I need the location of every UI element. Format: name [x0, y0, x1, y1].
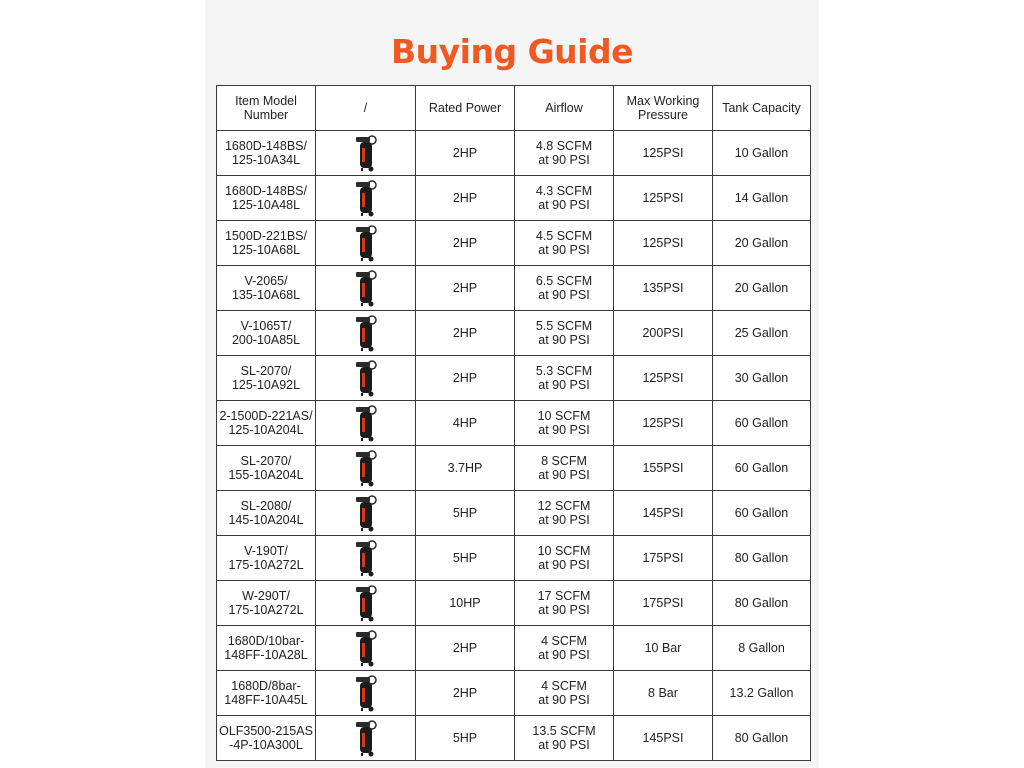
cell-max-pressure: 125PSI [614, 221, 713, 266]
cell-model: V-190T/ 175-10A272L [217, 536, 316, 581]
cell-airflow: 12 SCFM at 90 PSI [515, 491, 614, 536]
table-header-row [217, 86, 811, 131]
cell-airflow: 10 SCFM at 90 PSI [515, 536, 614, 581]
air-compressor-icon [318, 313, 413, 353]
cell-model: 1500D-221BS/ 125-10A68L [217, 221, 316, 266]
cell-tank-capacity: 60 Gallon [713, 401, 811, 446]
cell-tank-capacity: 80 Gallon [713, 536, 811, 581]
air-compressor-icon [318, 628, 413, 668]
cell-tank-capacity: 60 Gallon [713, 446, 811, 491]
cell-model: V-2065/ 135-10A68L [217, 266, 316, 311]
table-row [217, 446, 811, 491]
cell-model: SL-2080/ 145-10A204L [217, 491, 316, 536]
air-compressor-icon [318, 448, 413, 488]
table-row [217, 626, 811, 671]
table-row [217, 311, 811, 356]
cell-model: 2-1500D-221AS/ 125-10A204L [217, 401, 316, 446]
cell-rated-power: 2HP [416, 626, 515, 671]
air-compressor-icon [318, 583, 413, 623]
cell-airflow: 6.5 SCFM at 90 PSI [515, 266, 614, 311]
header-image: / [316, 86, 416, 131]
cell-max-pressure: 10 Bar [614, 626, 713, 671]
table-row [217, 356, 811, 401]
cell-rated-power: 5HP [416, 491, 515, 536]
cell-airflow: 8 SCFM at 90 PSI [515, 446, 614, 491]
cell-image [316, 266, 416, 311]
table-row [217, 671, 811, 716]
cell-image [316, 536, 416, 581]
cell-tank-capacity: 80 Gallon [713, 581, 811, 626]
cell-airflow: 4.5 SCFM at 90 PSI [515, 221, 614, 266]
table-row [217, 221, 811, 266]
cell-max-pressure: 155PSI [614, 446, 713, 491]
buying-guide-table [216, 85, 811, 761]
cell-max-pressure: 145PSI [614, 716, 713, 761]
cell-airflow: 13.5 SCFM at 90 PSI [515, 716, 614, 761]
air-compressor-icon [318, 223, 413, 263]
cell-tank-capacity: 30 Gallon [713, 356, 811, 401]
air-compressor-icon [318, 403, 413, 443]
cell-image [316, 131, 416, 176]
cell-max-pressure: 200PSI [614, 311, 713, 356]
table-row [217, 401, 811, 446]
cell-rated-power: 2HP [416, 176, 515, 221]
cell-max-pressure: 175PSI [614, 536, 713, 581]
cell-image [316, 491, 416, 536]
table-row [217, 176, 811, 221]
table-row [217, 536, 811, 581]
cell-max-pressure: 145PSI [614, 491, 713, 536]
page-title: Buying Guide [391, 32, 633, 71]
cell-model: W-290T/ 175-10A272L [217, 581, 316, 626]
air-compressor-icon [318, 718, 413, 758]
cell-tank-capacity: 60 Gallon [713, 491, 811, 536]
cell-image [316, 401, 416, 446]
header-airflow: Airflow [515, 86, 614, 131]
cell-airflow: 4 SCFM at 90 PSI [515, 671, 614, 716]
cell-airflow: 10 SCFM at 90 PSI [515, 401, 614, 446]
cell-model: SL-2070/ 155-10A204L [217, 446, 316, 491]
cell-airflow: 4.8 SCFM at 90 PSI [515, 131, 614, 176]
cell-tank-capacity: 13.2 Gallon [713, 671, 811, 716]
cell-model: 1680D/8bar- 148FF-10A45L [217, 671, 316, 716]
cell-rated-power: 3.7HP [416, 446, 515, 491]
header-model: Item Model Number [217, 86, 316, 131]
cell-airflow: 17 SCFM at 90 PSI [515, 581, 614, 626]
air-compressor-icon [318, 358, 413, 398]
cell-tank-capacity: 10 Gallon [713, 131, 811, 176]
cell-max-pressure: 175PSI [614, 581, 713, 626]
cell-model: SL-2070/ 125-10A92L [217, 356, 316, 401]
cell-image [316, 671, 416, 716]
cell-model: 1680D/10bar- 148FF-10A28L [217, 626, 316, 671]
cell-rated-power: 10HP [416, 581, 515, 626]
cell-model: 1680D-148BS/ 125-10A34L [217, 131, 316, 176]
cell-rated-power: 2HP [416, 671, 515, 716]
cell-model: 1680D-148BS/ 125-10A48L [217, 176, 316, 221]
table-row [217, 491, 811, 536]
cell-airflow: 4 SCFM at 90 PSI [515, 626, 614, 671]
cell-tank-capacity: 20 Gallon [713, 266, 811, 311]
cell-image [316, 581, 416, 626]
air-compressor-icon [318, 268, 413, 308]
cell-rated-power: 2HP [416, 131, 515, 176]
cell-airflow: 5.3 SCFM at 90 PSI [515, 356, 614, 401]
header-max-pressure: Max Working Pressure [614, 86, 713, 131]
table-row [217, 131, 811, 176]
cell-image [316, 176, 416, 221]
cell-rated-power: 2HP [416, 266, 515, 311]
air-compressor-icon [318, 178, 413, 218]
cell-max-pressure: 125PSI [614, 401, 713, 446]
table-row [217, 581, 811, 626]
air-compressor-icon [318, 493, 413, 533]
cell-airflow: 5.5 SCFM at 90 PSI [515, 311, 614, 356]
header-rated-power: Rated Power [416, 86, 515, 131]
cell-model: OLF3500-215AS -4P-10A300L [217, 716, 316, 761]
cell-image [316, 221, 416, 266]
cell-rated-power: 2HP [416, 356, 515, 401]
cell-rated-power: 4HP [416, 401, 515, 446]
air-compressor-icon [318, 538, 413, 578]
cell-tank-capacity: 8 Gallon [713, 626, 811, 671]
cell-rated-power: 2HP [416, 311, 515, 356]
cell-image [316, 356, 416, 401]
cell-tank-capacity: 14 Gallon [713, 176, 811, 221]
cell-max-pressure: 125PSI [614, 131, 713, 176]
cell-tank-capacity: 25 Gallon [713, 311, 811, 356]
cell-max-pressure: 125PSI [614, 356, 713, 401]
cell-rated-power: 2HP [416, 221, 515, 266]
cell-image [316, 626, 416, 671]
cell-max-pressure: 125PSI [614, 176, 713, 221]
table-row [217, 266, 811, 311]
cell-max-pressure: 135PSI [614, 266, 713, 311]
cell-tank-capacity: 80 Gallon [713, 716, 811, 761]
cell-airflow: 4.3 SCFM at 90 PSI [515, 176, 614, 221]
cell-model: V-1065T/ 200-10A85L [217, 311, 316, 356]
cell-image [316, 311, 416, 356]
air-compressor-icon [318, 673, 413, 713]
cell-rated-power: 5HP [416, 716, 515, 761]
cell-image [316, 446, 416, 491]
cell-rated-power: 5HP [416, 536, 515, 581]
header-tank-capacity: Tank Capacity [713, 86, 811, 131]
cell-max-pressure: 8 Bar [614, 671, 713, 716]
air-compressor-icon [318, 133, 413, 173]
table-row [217, 716, 811, 761]
cell-image [316, 716, 416, 761]
cell-tank-capacity: 20 Gallon [713, 221, 811, 266]
buying-guide-page [205, 0, 819, 768]
